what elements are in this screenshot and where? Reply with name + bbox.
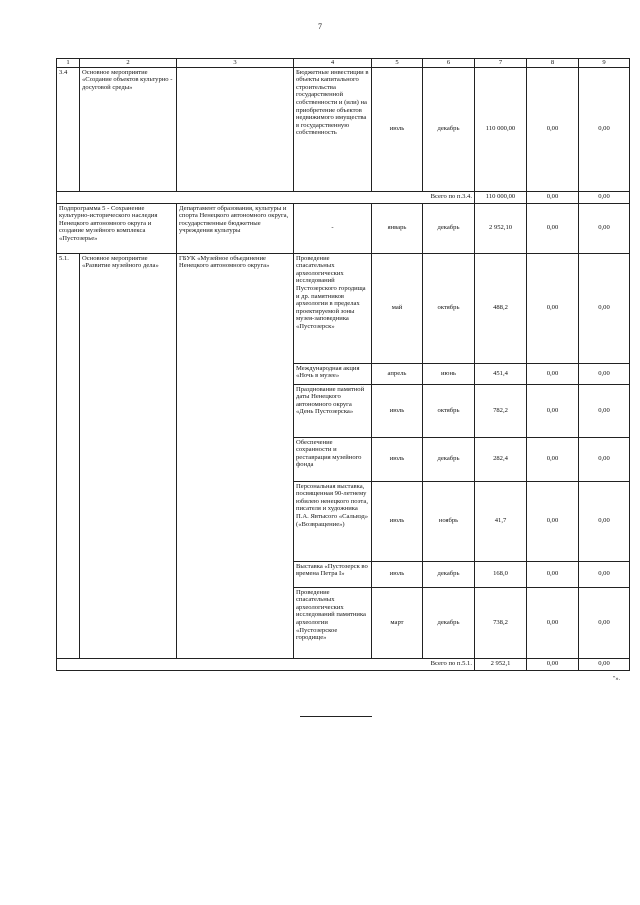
amount-col9: 0,00 bbox=[579, 203, 630, 253]
amount-col8: 0,00 bbox=[527, 561, 579, 587]
amount-col7: 451,4 bbox=[475, 363, 527, 384]
start-month: май bbox=[372, 253, 423, 363]
row-number: 3.4 bbox=[57, 67, 80, 191]
header-cell: 8 bbox=[527, 59, 579, 68]
end-month: декабрь bbox=[423, 561, 475, 587]
result: Обеспечение сохранности и реставрация музейного фонда bbox=[294, 437, 372, 481]
amount-col8: 0,00 bbox=[527, 363, 579, 384]
start-month: июль bbox=[372, 437, 423, 481]
start-month: июль bbox=[372, 67, 423, 191]
table-row bbox=[57, 67, 630, 191]
header-cell: 9 bbox=[579, 59, 630, 68]
result: Бюджетные инвестиции в объекты капитального строительства государственной собственности и (или) на приобретение объектов недвижимого имущества в государственную собственность bbox=[294, 67, 372, 191]
end-month: декабрь bbox=[423, 587, 475, 658]
header-cell: 6 bbox=[423, 59, 475, 68]
result: Проведение спасательных археологических исследований памятника археологии «Пустозерское городище» bbox=[294, 587, 372, 658]
total-col9: 0,00 bbox=[579, 191, 630, 203]
header-cell: 2 bbox=[80, 59, 177, 68]
start-month: апрель bbox=[372, 363, 423, 384]
end-month: ноябрь bbox=[423, 481, 475, 561]
end-month: декабрь bbox=[423, 67, 475, 191]
total-label: Всего по п.5.1. bbox=[57, 658, 475, 670]
amount-col8: 0,00 bbox=[527, 253, 579, 363]
header-cell: 1 bbox=[57, 59, 80, 68]
amount-col9: 0,00 bbox=[579, 587, 630, 658]
subprogram-name: Подпрограмма 5 - Сохранение культурно-исторического наследия Ненецкого автономного округа и создание музейного комплекса «Пустозерье» bbox=[57, 203, 177, 253]
executor: Департамент образования, культуры и спорта Ненецкого автономного округа, государственные бюджетные учреждения культуры bbox=[177, 203, 294, 253]
end-month: октябрь bbox=[423, 253, 475, 363]
amount-col9: 0,00 bbox=[579, 67, 630, 191]
header-cell: 5 bbox=[372, 59, 423, 68]
table-row bbox=[57, 253, 630, 363]
amount-col9: 0,00 bbox=[579, 481, 630, 561]
closing-quote-mark: "». bbox=[613, 676, 620, 682]
result: Проведение спасательных археологических исследований Пустозерского городища и др. памятников археологии в пределах проектируемой зоны музея-заповедника «Пустозерск» bbox=[294, 253, 372, 363]
amount-col7: 782,2 bbox=[475, 384, 527, 437]
executor bbox=[177, 67, 294, 191]
page-number: 7 bbox=[318, 22, 322, 31]
executor: ГБУК «Музейное объединение Ненецкого автономного округа» bbox=[177, 253, 294, 658]
total-col8: 0,00 bbox=[527, 191, 579, 203]
total-row bbox=[57, 191, 630, 203]
total-label: Всего по п.3.4. bbox=[57, 191, 475, 203]
result: Празднование памятной даты Ненецкого автономного округа «День Пустозерска» bbox=[294, 384, 372, 437]
amount-col9: 0,00 bbox=[579, 437, 630, 481]
result: - bbox=[294, 203, 372, 253]
end-month: декабрь bbox=[423, 437, 475, 481]
amount-col9: 0,00 bbox=[579, 384, 630, 437]
end-month: декабрь bbox=[423, 203, 475, 253]
amount-col9: 0,00 bbox=[579, 363, 630, 384]
amount-col9: 0,00 bbox=[579, 561, 630, 587]
amount-col8: 0,00 bbox=[527, 437, 579, 481]
amount-col7: 738,2 bbox=[475, 587, 527, 658]
amount-col8: 0,00 bbox=[527, 587, 579, 658]
amount-col7: 168,0 bbox=[475, 561, 527, 587]
amount-col7: 488,2 bbox=[475, 253, 527, 363]
subprogram-row bbox=[57, 203, 630, 253]
start-month: июль bbox=[372, 481, 423, 561]
start-month: июль bbox=[372, 561, 423, 587]
program-table bbox=[56, 58, 630, 671]
amount-col8: 0,00 bbox=[527, 67, 579, 191]
start-month: март bbox=[372, 587, 423, 658]
header-row bbox=[57, 59, 630, 68]
amount-col7: 41,7 bbox=[475, 481, 527, 561]
result: Выставка «Пустозерск во времена Петра I» bbox=[294, 561, 372, 587]
total-col9: 0,00 bbox=[579, 658, 630, 670]
amount-col8: 0,00 bbox=[527, 203, 579, 253]
activity-name: Основное мероприятие «Развитие музейного дела» bbox=[80, 253, 177, 658]
total-col7: 2 952,1 bbox=[475, 658, 527, 670]
horizontal-rule bbox=[300, 716, 372, 717]
amount-col7: 2 952,10 bbox=[475, 203, 527, 253]
result: Персональная выставка, посвященная 90-летнему юбилею ненецкого поэта, писателя и художника П.А. Явтысого «Сальвэд» («Возвращение») bbox=[294, 481, 372, 561]
amount-col7: 110 000,00 bbox=[475, 67, 527, 191]
activity-name: Основное мероприятие «Создание объектов культурно - досуговой среды» bbox=[80, 67, 177, 191]
end-month: июнь bbox=[423, 363, 475, 384]
header-cell: 7 bbox=[475, 59, 527, 68]
row-number: 5.1. bbox=[57, 253, 80, 658]
start-month: июль bbox=[372, 384, 423, 437]
total-col7: 110 000,00 bbox=[475, 191, 527, 203]
result: Международная акция «Ночь в музее» bbox=[294, 363, 372, 384]
header-cell: 4 bbox=[294, 59, 372, 68]
header-cell: 3 bbox=[177, 59, 294, 68]
amount-col7: 282,4 bbox=[475, 437, 527, 481]
amount-col9: 0,00 bbox=[579, 253, 630, 363]
amount-col8: 0,00 bbox=[527, 481, 579, 561]
total-col8: 0,00 bbox=[527, 658, 579, 670]
end-month: октябрь bbox=[423, 384, 475, 437]
total-row bbox=[57, 658, 630, 670]
amount-col8: 0,00 bbox=[527, 384, 579, 437]
start-month: январь bbox=[372, 203, 423, 253]
